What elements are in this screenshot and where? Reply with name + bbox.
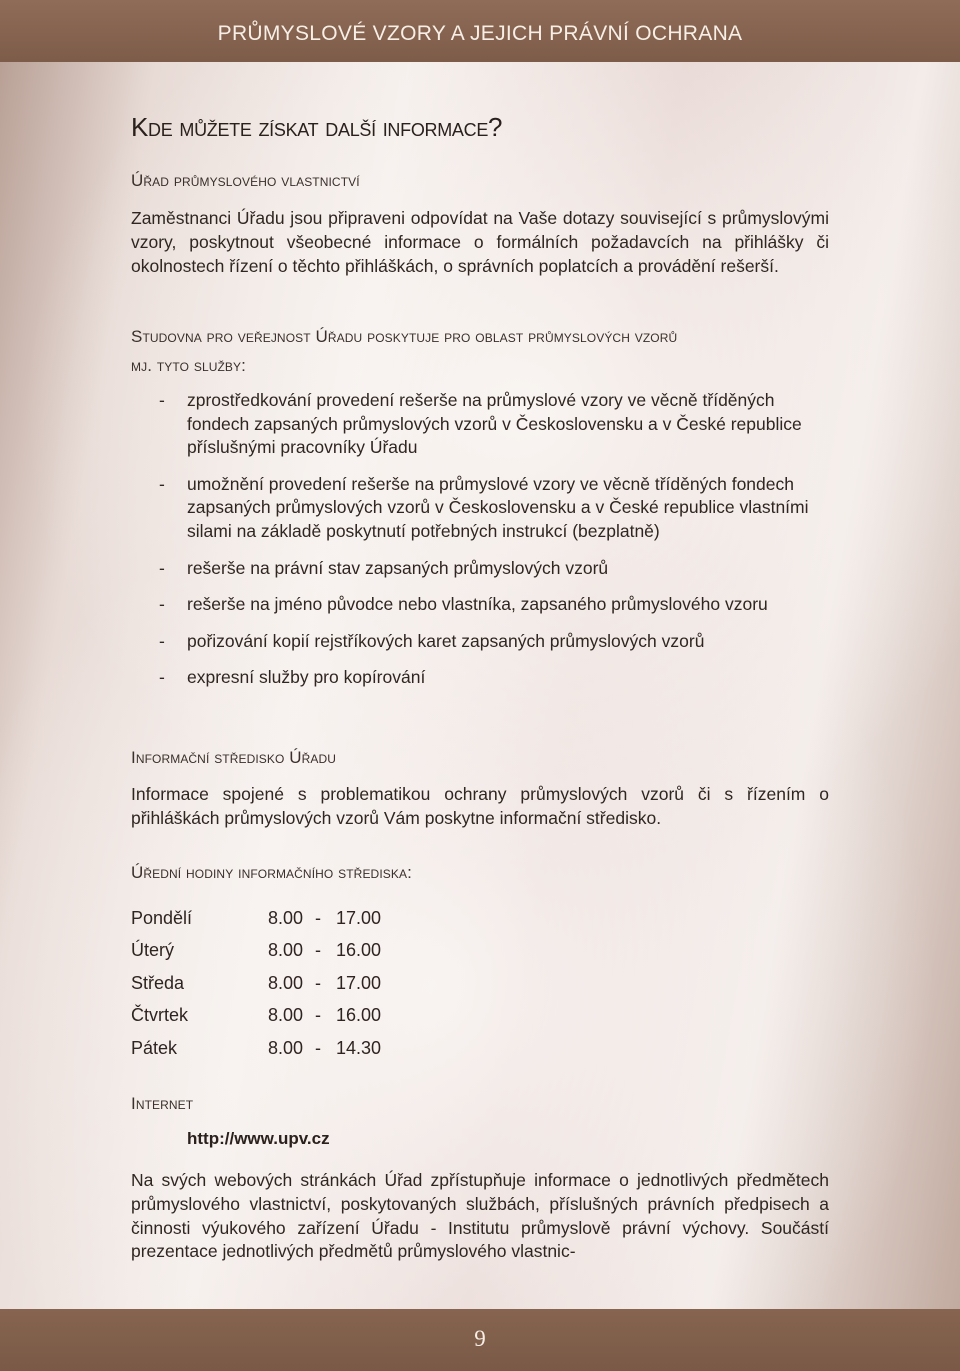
list-dash: - (159, 667, 165, 688)
hours-row (131, 1036, 531, 1068)
info-center-title: Informační středisko Úřadu (131, 748, 337, 767)
list-item-text: umožnění provedení rešerše na průmyslové vzory ve věcně tříděných fondech zapsaných průmyslových vzorů v Československu a v České republice vlastními silami na základě poskytnutí potřebných instrukcí (bezplatně) (187, 473, 809, 541)
internet-title: Internet (131, 1094, 194, 1113)
hours-separator: - (315, 908, 321, 928)
list-item-text: rešerše na právní stav zapsaných průmyslových vzorů (187, 557, 609, 578)
list-dash: - (159, 473, 165, 494)
hours-day: Pátek (131, 1037, 178, 1058)
hours-from: 8.00 (268, 1037, 304, 1058)
list-item (131, 666, 829, 690)
internet-text: Na svých webových stránkách Úřad zpřístupňuje informace o jednotlivých předmětech průmyslového vlastnictví, poskytovaných službách, příslušných právních předpisech a činnosti výukového zařízení Úřadu - Institutu průmyslově právní výchovy. Součástí prezentace jednotlivých předmětů průmyslového vlastnic- (131, 1170, 829, 1262)
list-dash: - (159, 594, 165, 615)
list-item (131, 630, 829, 654)
list-item (131, 389, 829, 460)
reading-room-title-line2: mj. tyto služby: (131, 356, 246, 375)
hours-to: 17.00 (336, 972, 382, 993)
hours-to: 16.00 (336, 1005, 382, 1026)
list-item (131, 473, 829, 544)
website-link[interactable]: http://www.upv.cz (187, 1129, 330, 1148)
list-item-text: pořizování kopií rejstříkových karet zapsaných průmyslových vzorů (187, 630, 705, 651)
hours-separator: - (315, 972, 321, 993)
hours-row (131, 938, 531, 970)
page-header (0, 0, 960, 62)
page-number: 9 (474, 1326, 486, 1351)
list-item-text: zprostředkování provedení rešerše na průmyslové vzory ve věcně tříděných fondech zapsaných průmyslových vzorů v Československu a v České republice příslušnými pracovníky Úřadu (187, 390, 802, 458)
hours-from: 8.00 (268, 940, 304, 961)
hours-to: 14.30 (336, 1037, 382, 1058)
office-title: Úřad průmyslového vlastnictví (131, 171, 360, 190)
list-item (131, 557, 829, 581)
hours-table (131, 906, 531, 1068)
info-center-text: Informace spojené s problematikou ochrany průmyslových vzorů či s řízením o přihláškách průmyslových vzorů Vám poskytne informační středisko. (131, 784, 829, 828)
hours-to: 17.00 (336, 908, 382, 928)
list-dash: - (159, 557, 165, 578)
hours-day: Středa (131, 972, 185, 993)
hours-from: 8.00 (268, 908, 304, 928)
hours-day: Čtvrtek (131, 1005, 189, 1026)
reading-room-title-line1: Studovna pro veřejnost Úřadu poskytuje pro oblast průmyslových vzorů (131, 327, 678, 346)
hours-row (131, 1003, 531, 1035)
list-item-text: rešerše na jméno původce nebo vlastníka, zapsaného průmyslového vzoru (187, 594, 768, 615)
hours-title: Úřední hodiny informačního střediska: (131, 863, 412, 882)
list-dash: - (159, 390, 165, 410)
services-list (131, 389, 829, 690)
hours-from: 8.00 (268, 1005, 304, 1026)
hours-separator: - (315, 1005, 321, 1026)
hours-row (131, 906, 531, 938)
list-dash: - (159, 630, 165, 651)
list-item (131, 593, 829, 617)
header-title: PRŮMYSLOVÉ VZORY A JEJICH PRÁVNÍ OCHRANA (217, 22, 743, 45)
hours-day: Úterý (131, 940, 175, 961)
hours-to: 16.00 (336, 940, 382, 961)
page-footer (0, 1309, 960, 1371)
hours-from: 8.00 (268, 972, 304, 993)
hours-day: Pondělí (131, 908, 193, 928)
list-item-text: expresní služby pro kopírování (187, 667, 426, 688)
hours-row (131, 971, 531, 1003)
page-heading: Kde můžete získat další informace? (131, 112, 503, 142)
hours-separator: - (315, 1037, 321, 1058)
hours-separator: - (315, 940, 321, 961)
office-intro: Zaměstnanci Úřadu jsou připraveni odpovídat na Vaše dotazy související s průmyslovými vzory, poskytnout všeobecné informace o formálních požadavcích na přihlášky či okolnostech řízení o těchto přihláškách, o správních poplatcích a provádění rešerší. (131, 208, 829, 276)
